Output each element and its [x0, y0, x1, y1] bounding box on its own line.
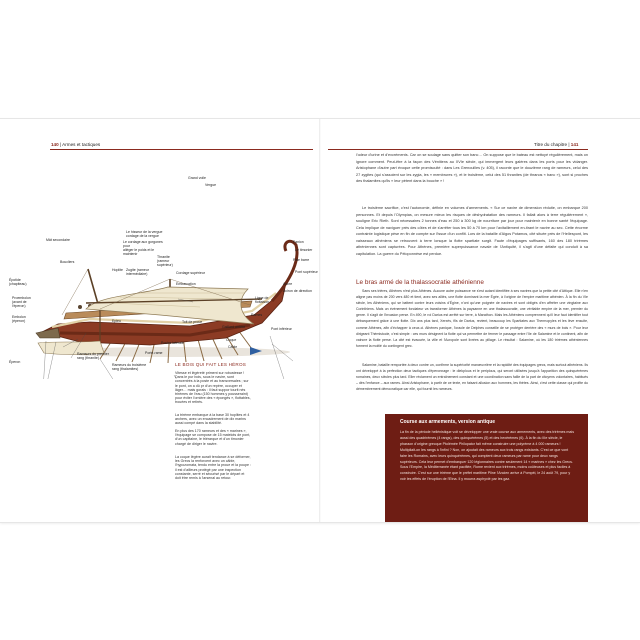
label-cordage-vergue: Le hisseur de la vergue cordage de la vergue [126, 230, 163, 238]
label-pont-superieur: Pont supérieur [295, 270, 318, 274]
intro-paragraph: l'odeur d'urine et d'excréments. Car on se soulage sans quitter son banc… On suppose que le bateau est nettoyé régulièrement, mais on ignore comment. Peut-être à la façon des Vénitiens au XVIe siècle, qui immergent leurs galères dans les ports pour les vidanger. Aristophane d'autre part évoque cette promiscuité : dans Les Grenouilles (v. 405), il raconte que le douzième rang de rameurs, celui des 27 zygites (qui s'assoient sur les zygia, les « membrures »), et le troisième, celui des 51 thranites (de thranos « banc »), sont si proches des thalamites qu'ils « leur pètent dans la bouche » ! [356, 153, 588, 184]
label-pale-barre: Pale barre [293, 258, 310, 262]
label-rames: Rames [251, 313, 263, 317]
label-rameurs-rang-inferieur: Rameurs du troisième rang (thalamites) [112, 363, 147, 371]
right-header-title: Titre du chapitre [534, 142, 568, 147]
book-spread [0, 119, 640, 522]
label-cordage-gorgones: Le cordage aux gorgones pour alléger le poids et le maintenir [123, 240, 163, 256]
label-bouclier: Boucliers [60, 260, 75, 264]
right-running-header [534, 142, 578, 147]
label-embolon: Embolon (éperon) [12, 315, 26, 323]
label-epieu: Epieu [112, 319, 121, 323]
label-ligne-flottaison: Ligne de flottaison [255, 296, 270, 304]
sidebar-title: Course aux armements, version antique [400, 419, 496, 425]
label-zugite: Zugite (rameur intermédiaire) [126, 268, 149, 276]
label-mat-secondaire: Mât secondaire [46, 238, 70, 242]
label-le-timonier: Le timonier [295, 248, 313, 252]
right-page-number: 141 [570, 142, 579, 147]
label-cable: Câble [228, 345, 238, 349]
label-porte-rame: Porte-rame [145, 351, 163, 355]
label-epotide: Épotide (chapiteau) [9, 278, 27, 286]
sidebar-text: La fin de la période hellénistique voit se développer une vraie course aux armements, avec des trirèmes mais aussi des quadrirèmes (4 rangs), des quinquérèmes (5) et des hexèrèmes (6). À la fin du IIIe siècle, le pharaon d'origine grecque Ptolémée Philopator fait même construire une polyrème à 4 000 rameurs ! Multipliait-on les rangs à l'infini ? Non, on ajoutait des rameurs aux trois rangs existants. C'est ce que vont faire les Romains, avec leurs quinquérèmes, qui comptent deux rameurs par rame pour deux rangs supérieurs. Cela leur permet d'embarquer 120 légionnaires contre seulement 14 « marines » chez les Grecs. Sous l'Empire, la Méditerranée étant pacifiée, Rome revient aux trirèmes, moins coûteuses et plus faciles à construire. C'est sur une trirème que le préfet maritime Pline l'Ancien arrive à Pompéi, le 24 août 79, pour y voir les effets de l'éruption de l'Etna. Il y mourra asphyxié par les gaz. [400, 430, 574, 482]
left-header-title: Armes et tactiques [62, 142, 101, 147]
section-paragraph-1: Sans ses trières, Athènes n'est plus Athènes. Aucune autre puissance ne s'est autant identifiée à ses navires que la petite cité d'Attique. Elle n'en aligne pas moins de 200 vers 480 et tient, avec ses alliés, une flotte dominant la mer Égée, à l'origine de l'empire maritime athénien. À la fin du VIe siècle, les Athéniens, qui se battent contre leurs voisins d'Égine, n'ont qu'une poignée de navires et sont obligés d'en affréter une vingtaine aux Corinthiens. Mais un événement fondateur va transformer Athènes la paysanne en une thalassocratie, une véritable empire de la mer, premier du genre. Il s'agit de l'invasion perse. En 490, le roi Darius est arrêté sur terre, à Marathon. Mais les Athéniens comprennent qu'il leur faut identifier tout débarquement grâce à une flotte. Dix ans plus tard, Xerxès, fils de Darius, revient, beaucoup les Spartiates aux Thermopyles et les lève ensuite, comme Athènes, afin d'échapper à ceux-ci. Athènes panique, l'oracle de Delphes conseille de se protéger derrière des « murs de bois ». Pour leur dirigeant Thémistocle, c'est simple : ces murs désignent la flotte qui va permettre de fermer le passage entre l'île de Salamine et le continent, afin de vaincre la flotte perse. La cité est évacuée, la ville et l'Acropole sont livrées au pillage. Le résultat : Salamine, où les 180 trirèmes athéniennes forment la moitié du contingent grec. [356, 289, 588, 348]
caption-paragraph-4: La coque légère aurait tendance à se déformer, les Grecs la renforcent avec un câble, l'hypozomata, tendu entre la proue et la poupe : il est d'ailleurs protégé par une inspection constante, serré et sécurisé par le départ et doit être remis à l'arsenal au retour. [175, 455, 252, 481]
label-gaillard: Gaillard arrière [222, 325, 246, 329]
left-header-sep: | [59, 142, 63, 147]
label-grand-voile: Grand voile [188, 176, 206, 180]
label-aviron: Aviron de direction [283, 289, 312, 293]
label-eperon: Éperon [9, 360, 21, 364]
label-fanion: Fanion [293, 240, 304, 244]
body-paragraph-2: Le troisième sacrifice, c'est l'autonomie, définie en volumes d'armements. « Sur ce navire de dimension réduite, on embarque 200 personnes. Et depuis l'Olympias, on mesure mieux les risques de déshydratation des rameurs. Il fallait alors à terre régulièrement », souligne Eric Rieth. Sont nécessaires 2 tonnes d'eau et 250 à 300 kg de nourriture par jour pour maintenir en bonne santé l'équipage. Cela implique de naviguer près des côtes et de s'arrêter tous les 50 à 70 km pour l'avitaillement en-tirant le navire au sec. Cette énorme contrainte logistique pèse en fin de compte sur l'issue d'un conflit. Lors de la bataille d'Aigos Potamos, cité située près de l'Hellespont, les vaisseaux athéniens se retrouvent à terre lorsque la flotte spartiate surgit. Faute d'équipages suffisants, 160 des 180 trirèmes athéniennes sont capturées. Pour Athènes, première superpuissance navale de l'Antiquité, il s'agit d'une défaite qui conduit à sa capitulation. La guerre du Péloponnèse est perdue. [356, 206, 588, 256]
label-embarcation: Embarcation [176, 282, 196, 286]
label-vergue: Vergue [205, 183, 217, 187]
section-paragraph-2: Salamine, bataille remportée à deux contre un, confirme la supériorité manœuvrière et la rapidité des équipages grecs, mais surtout athéniens. Ils ont développé à la perfection deux tactiques d'éperonnage : le diekplous et le periplous, qui seront utilisées jusqu'à l'apparition des quinquérèmes romaines, deux siècles plus tard. Eller réclament un entraînement constant et une coordination sans faille de la part de citoyens volontaires, habitués – dès l'enfance – aux rames. Ainsi Aristophane, à partir de ce texte, en faisant allusion aux hommes, les thètes. Ainsi, c'est cette classe qui profite du démembrement démocratique car elle, qui fournit les rameurs. [356, 363, 588, 392]
caption-paragraph-2: La trirème embarque à la base 30 hoplites et 4 archers, avec un encadrement de dix marins aussi compé dans la stabilité. [175, 413, 250, 426]
caption-paragraph-1: Vitesse et légèreté priment sur robustesse ! Dans le pur bois, sous le navire, sont concentrés à la poste et au transversales ; sur le pont, on a dû pr d'un repère, occuper et lâger… mais gorais : il faut suppor tourit nés trirèmes de l'eau (150 hommes y pousseraint) pour éviter l'ornière des « épongés », flottables, trouées et retirés. [175, 371, 251, 405]
label-proembolon: Proembolon (avant de l'éperon) [12, 296, 31, 308]
caption-paragraph-3: En plus des 170 rameurs et des « marines », l'équipage se compose de 15 matelots de pont, d'un capitaine, le triérarque et d'un timonier chargé de diriger le navire. [175, 429, 251, 446]
label-poutre-laterale: Poutre latérale [161, 341, 184, 345]
caption-title: LE BOIS QUI FAIT LES HÉROS [175, 362, 246, 367]
label-toit-de-proue: Toit de proue [182, 320, 203, 324]
label-thranite: Thranite (rameur supérieur) [157, 255, 173, 267]
label-coque: Coque [226, 338, 237, 342]
label-ancre: Ancre [283, 282, 293, 286]
left-page-number: 140 [51, 142, 59, 147]
label-pont-inferieur: Pont inférieur [271, 327, 292, 331]
label-hoplite: Hoplite [112, 268, 123, 272]
label-cordage-superieur: Cordage supérieur [176, 271, 205, 275]
right-header-sep: | [568, 142, 571, 147]
label-rameurs-premier-rang: Rameurs du premier rang (thranite) [77, 352, 109, 360]
section-title: Le bras armé de la thalassocratie athénienne [356, 279, 484, 286]
right-header-rule [328, 149, 588, 150]
